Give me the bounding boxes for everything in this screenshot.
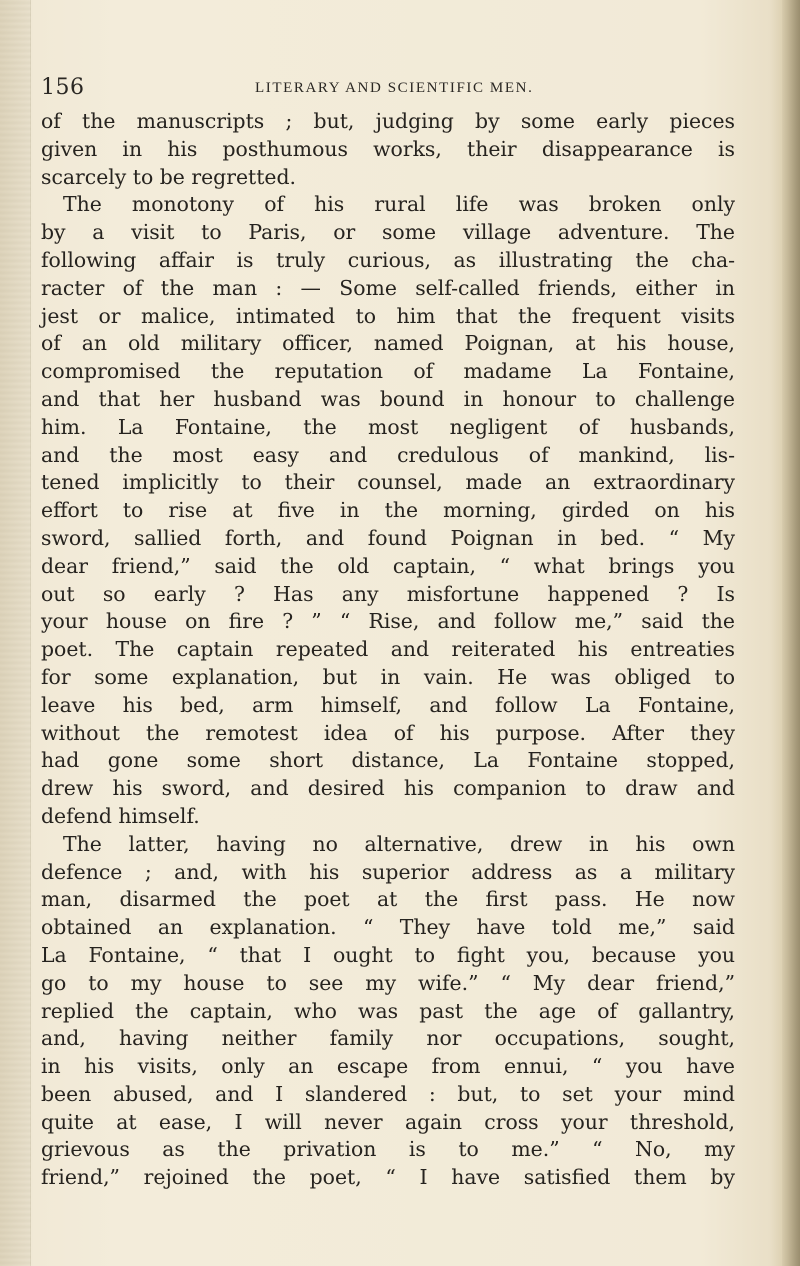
body-text [41, 108, 735, 1192]
text-line: drew his sword, and desired his companion to draw and [41, 776, 735, 801]
text-line: effort to rise at five in the morning, girded on his [41, 498, 735, 523]
text-line: him. La Fontaine, the most negligent of husbands, [41, 414, 735, 439]
text-line: following affair is truly curious, as illustrating the cha- [41, 247, 735, 272]
text-line: friend,” rejoined the poet, “ I have satisfied them by [41, 1165, 735, 1190]
text-line: and that her husband was bound in honour to challenge [41, 386, 735, 411]
text-line: out so early ? Has any misfortune happened ? Is [41, 581, 735, 606]
text-line: for some explanation, but in vain. He was obliged to [41, 664, 735, 689]
text-line: of an old military officer, named Poignan, at his house, [41, 331, 735, 356]
text-line: been abused, and I slandered : but, to set your mind [41, 1081, 735, 1106]
text-line: leave his bed, arm himself, and follow La Fontaine, [41, 692, 735, 717]
page-edge-shadow [782, 0, 800, 1266]
text-line: sword, sallied forth, and found Poignan in bed. “ My [41, 525, 735, 550]
text-line: obtained an explanation. “ They have told me,” said [41, 915, 735, 940]
text-line: La Fontaine, “ that I ought to fight you, because you [41, 942, 735, 967]
text-line: your house on fire ? ” “ Rise, and follow me,” said the [41, 609, 735, 634]
binding-edge [0, 0, 31, 1266]
text-line: grievous as the privation is to me.” “ No, my [41, 1137, 735, 1162]
text-line: defence ; and, with his superior address as a military [41, 859, 735, 884]
text-line: dear friend,” said the old captain, “ what brings you [41, 553, 735, 578]
text-line: man, disarmed the poet at the first pass. He now [41, 887, 735, 912]
text-line: replied the captain, who was past the age of gallantry, [41, 998, 735, 1023]
text-line: The latter, having no alternative, drew in his own [63, 831, 735, 856]
text-line: jest or malice, intimated to him that the frequent visits [41, 303, 735, 328]
text-line: quite at ease, I will never again cross your threshold, [41, 1109, 735, 1134]
text-line: without the remotest idea of his purpose. After they [41, 720, 735, 745]
text-line: The monotony of his rural life was broken only [63, 192, 735, 217]
text-line: racter of the man : — Some self-called friends, either in [41, 275, 735, 300]
text-line: by a visit to Paris, or some village adventure. The [41, 220, 735, 245]
text-line: scarcely to be regretted. [41, 164, 297, 189]
text-line: given in his posthumous works, their disappearance is [41, 136, 735, 161]
text-line: go to my house to see my wife.” “ My dear friend,” [41, 970, 735, 995]
text-line: poet. The captain repeated and reiterated his entreaties [41, 637, 735, 662]
text-line: and the most easy and credulous of mankind, lis- [41, 442, 735, 467]
text-line: had gone some short distance, La Fontaine stopped, [41, 748, 735, 773]
text-line: tened implicitly to their counsel, made an extraordinary [41, 470, 735, 495]
text-line: defend himself. [41, 803, 200, 828]
text-line: in his visits, only an escape from ennui, “ you have [41, 1054, 735, 1079]
text-line: compromised the reputation of madame La Fontaine, [41, 359, 735, 384]
text-line: of the manuscripts ; but, judging by some early pieces [41, 109, 735, 133]
page-header [41, 75, 731, 107]
page-number: 156 [41, 75, 85, 100]
running-head: LITERARY AND SCIENTIFIC MEN. [255, 80, 534, 96]
text-line: and, having neither family nor occupations, sought, [41, 1026, 735, 1051]
